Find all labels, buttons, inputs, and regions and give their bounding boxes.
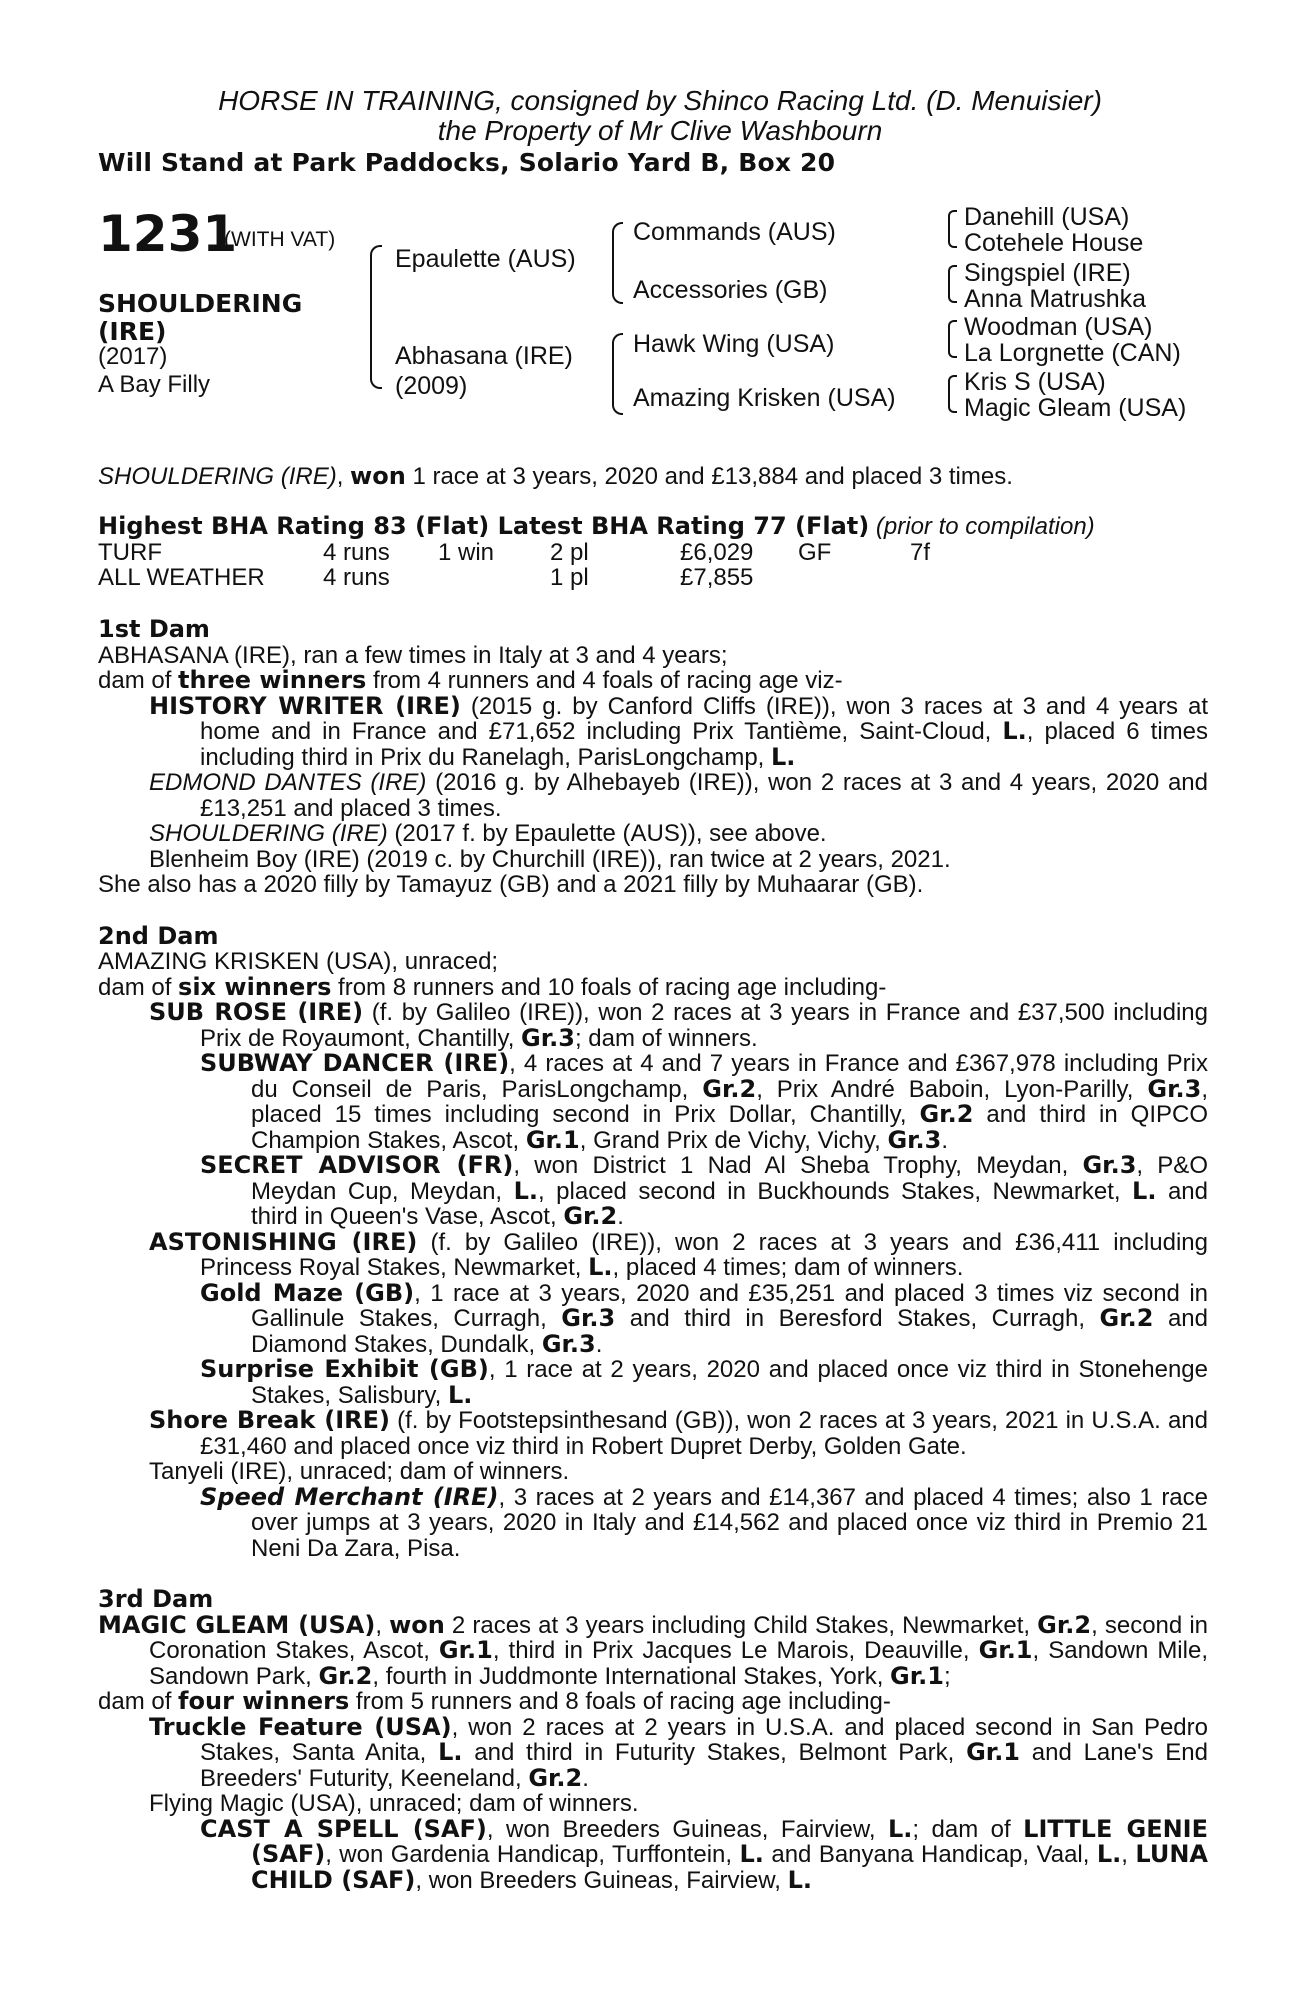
runs-table: [98, 540, 930, 591]
pedigree-bracket: [612, 222, 623, 304]
race-summary: SHOULDERING (IRE), won 1 race at 3 years, 2020 and £13,884 and placed 3 times.: [98, 462, 1013, 490]
bha-ratings: Highest BHA Rating 83 (Flat) Latest BHA Rating 77 (Flat): [98, 512, 870, 540]
pedigree-bracket: [948, 320, 957, 358]
third-dam-produce-intro: dam of four winners from 5 runners and 8 foals of racing age including-: [98, 1687, 891, 1715]
first-dam-produce-intro: dam of three winners from 4 runners and 4 foals of racing age viz-: [98, 666, 843, 694]
pedigree-bracket: [948, 375, 957, 413]
runs-count: 4 runs: [323, 564, 390, 591]
pedigree-dam-year: (2009): [395, 372, 468, 400]
pedigree-g3-3: Singspiel (IRE): [964, 259, 1131, 287]
produce-entry: Truckle Feature (USA), won 2 races at 2 years in U.S.A. and placed second in San Pedro Stakes, Santa Anita, L. and third in Futurity Stakes, Belmont Park, Gr.1 and Lane's End Breeders' Futurity, Keeneland, Gr.2.: [149, 1712, 1208, 1792]
stand-location: Will Stand at Park Paddocks, Solario Yard B, Box 20: [98, 148, 836, 177]
runs-money: £6,029: [680, 538, 754, 566]
runs-distance: 7f: [910, 538, 931, 566]
runs-count: 4 runs: [323, 538, 390, 566]
table-row: [98, 540, 930, 566]
produce-entry: Tanyeli (IRE), unraced; dam of winners.: [149, 1458, 570, 1485]
runs-money: £7,855: [680, 564, 754, 591]
runs-going: [798, 565, 910, 591]
pedigree-g3-2: Cotehele House: [964, 229, 1144, 257]
horse-year: (2017): [98, 343, 168, 370]
pedigree-g3-8: Magic Gleam (USA): [964, 394, 1187, 422]
runs-wins: 1 win: [438, 538, 495, 566]
table-row: [98, 565, 930, 591]
third-dam-heading: 3rd Dam: [98, 1585, 214, 1613]
pedigree-bracket: [612, 333, 623, 415]
produce-entry: EDMOND DANTES (IRE) (2016 g. by Alhebayeb (IRE)), won 2 races at 3 and 4 years, 2020 and £13,251 and placed 3 times.: [149, 769, 1208, 822]
horse-name-country: (IRE): [98, 317, 167, 346]
produce-entry: HISTORY WRITER (IRE) (2015 g. by Canford Cliffs (IRE)), won 3 races at 3 and 4 years at home and in France and £71,652 including Prix Tantième, Saint-Cloud, L., placed 6 times including third in Prix du Ranelagh, ParisLongchamp, L.: [149, 691, 1208, 771]
summary-text: 1 race at 3 years, 2020 and £13,884 and placed 3 times.: [405, 463, 1013, 490]
pedigree-dam-sire: Hawk Wing (USA): [633, 330, 835, 358]
first-dam-heading: 1st Dam: [98, 615, 210, 643]
produce-entry: CAST A SPELL (SAF), won Breeders Guineas, Fairview, L.; dam of LITTLE GENIE (SAF), won Gardenia Handicap, Turffontein, L. and Banyana Handicap, Vaal, L., LUNA CHILD (SAF), won Breeders Guineas, Fairview, L.: [200, 1814, 1209, 1894]
produce-entry: Blenheim Boy (IRE) (2019 c. by Churchill (IRE)), ran twice at 2 years, 2021.: [149, 845, 951, 873]
runs-placed: 1 pl: [550, 564, 589, 591]
lot-number: 1231: [98, 205, 238, 263]
dam-sections: [98, 617, 1208, 1893]
pedigree-bracket: [948, 265, 957, 303]
produce-entry: SUB ROSE (IRE) (f. by Galileo (IRE)), won 2 races at 3 years in France and £37,500 including Prix de Royaumont, Chantilly, Gr.3; dam of winners.: [149, 998, 1208, 1052]
pedigree-g3-4: Anna Matrushka: [964, 285, 1147, 313]
runs-going: GF: [798, 538, 832, 566]
pedigree-g3-7: Kris S (USA): [964, 368, 1106, 396]
pedigree-bracket: [948, 210, 957, 248]
ratings-block: [98, 514, 1208, 591]
ratings-note: (prior to compilation): [875, 513, 1095, 540]
pedigree-sire: Epaulette (AUS): [395, 245, 576, 273]
pedigree-bracket: [370, 245, 382, 389]
second-dam-line: AMAZING KRISKEN (USA), unraced;: [98, 948, 499, 975]
horse-name-main: SHOULDERING: [98, 289, 303, 318]
runs-distance: [910, 565, 930, 591]
produce-entry: ASTONISHING (IRE) (f. by Galileo (IRE)), won 2 races at 3 years and £36,411 including Princess Royal Stakes, Newmarket, L., placed 4 times; dam of winners.: [149, 1227, 1208, 1281]
summary-won: won: [350, 462, 406, 490]
produce-entry: Surprise Exhibit (GB), 1 race at 2 years, 2020 and placed once viz third in Stonehenge Stakes, Salisbury, L.: [200, 1355, 1208, 1409]
first-dam-foals-note: She also has a 2020 filly by Tamayuz (GB) and a 2021 filly by Muhaarar (GB).: [98, 871, 924, 898]
first-dam-line: ABHASANA (IRE), ran a few times in Italy at 3 and 4 years;: [98, 641, 728, 669]
second-dam-produce-intro: dam of six winners from 8 runners and 10 foals of racing age including-: [98, 972, 887, 1001]
summary-horse: SHOULDERING (IRE): [98, 463, 337, 490]
pedigree-dam: Abhasana (IRE): [395, 342, 573, 370]
pedigree-sire-sire: Commands (AUS): [633, 218, 836, 246]
runs-surface: TURF: [98, 538, 162, 566]
runs-wins: [438, 565, 550, 591]
horse-description: A Bay Filly: [98, 371, 211, 398]
pedigree-sire-dam: Accessories (GB): [633, 276, 828, 304]
consignor-line: HORSE IN TRAINING, consigned by Shinco Racing Ltd. (D. Menuisier): [218, 85, 1102, 116]
runs-surface: ALL WEATHER: [98, 564, 265, 591]
produce-entry: Shore Break (IRE) (f. by Footstepsinthesand (GB)), won 2 races at 3 years, 2021 in U.S.A. and £31,460 and placed once viz third in Robert Dupret Derby, Golden Gate.: [149, 1406, 1208, 1460]
produce-entry: SECRET ADVISOR (FR), won District 1 Nad Al Sheba Trophy, Meydan, Gr.3, P&O Meydan Cup, Meydan, L., placed second in Buckhounds Stakes, Newmarket, L. and third in Queen's Vase, Ascot, Gr.2.: [200, 1151, 1208, 1230]
third-dam-line: MAGIC GLEAM (USA), won 2 races at 3 years including Child Stakes, Newmarket, Gr.2, second in Coronation Stakes, Ascot, Gr.1, third in Prix Jacques Le Marois, Deauville, Gr.1, Sandown Mile, Sandown Park, Gr.2, fourth in Juddmonte International Stakes, York, Gr.1;: [98, 1610, 1208, 1690]
runs-placed: 2 pl: [550, 538, 589, 566]
horse-name: [98, 290, 302, 346]
pedigree-g3-1: Danehill (USA): [964, 203, 1130, 231]
vat-note: (WITH VAT): [224, 228, 336, 251]
produce-entry: Speed Merchant (IRE), 3 races at 2 years and £14,367 and placed 4 times; also 1 race over jumps at 3 years, 2020 in Italy and £14,562 and placed once viz third in Premio 21 Neni Da Zara, Pisa.: [200, 1482, 1208, 1562]
pedigree-g3-6: La Lorgnette (CAN): [964, 339, 1181, 367]
second-dam-heading: 2nd Dam: [98, 921, 219, 950]
pedigree-g3-5: Woodman (USA): [964, 313, 1153, 341]
produce-entry: Gold Maze (GB), 1 race at 3 years, 2020 and £35,251 and placed 3 times viz second in Gallinule Stakes, Curragh, Gr.3 and third in Beresford Stakes, Curragh, Gr.2 and Diamond Stakes, Dundalk, Gr.3.: [200, 1278, 1209, 1358]
pedigree-dam-dam: Amazing Krisken (USA): [633, 384, 896, 412]
owner-line: the Property of Mr Clive Washbourn: [437, 115, 883, 146]
produce-entry: SUBWAY DANCER (IRE), 4 races at 4 and 7 years in France and £367,978 including Prix du Conseil de Paris, ParisLongchamp, Gr.2, Prix André Baboin, Lyon-Parilly, Gr.3, placed 15 times including second in Prix Dollar, Chantilly, Gr.2 and third in QIPCO Champion Stakes, Ascot, Gr.1, Grand Prix de Vichy, Vichy, Gr.3.: [200, 1049, 1209, 1154]
produce-entry: SHOULDERING (IRE) (2017 f. by Epaulette (AUS)), see above.: [149, 820, 827, 847]
produce-entry: Flying Magic (USA), unraced; dam of winners.: [149, 1790, 639, 1817]
